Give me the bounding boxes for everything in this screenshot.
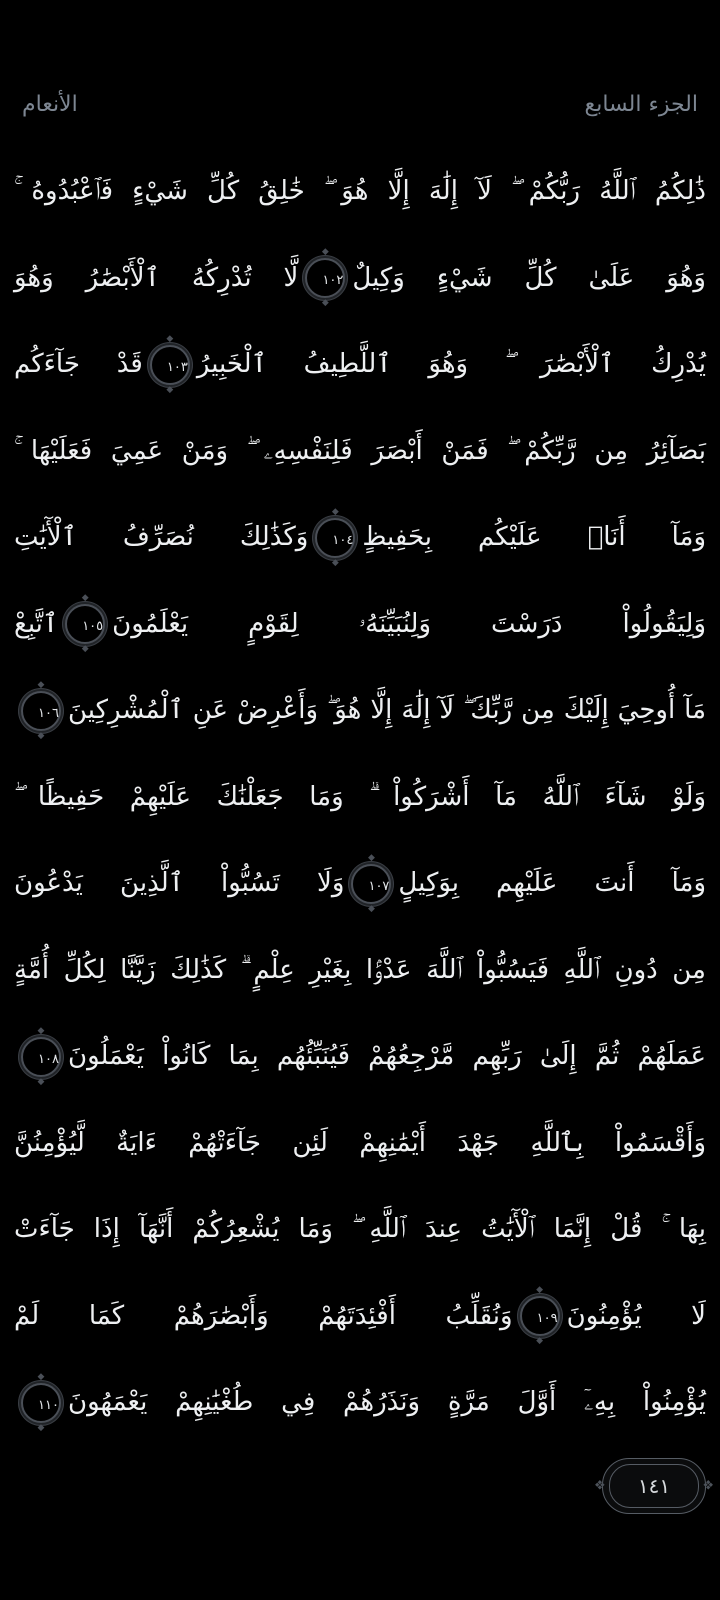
mushaf-page[interactable] — [0, 148, 720, 1446]
mushaf-line — [14, 581, 706, 668]
ayah-end-marker-icon — [315, 518, 355, 558]
ayah-end-marker-icon — [150, 345, 190, 385]
ayah-number: ١٠٤ — [332, 532, 354, 548]
mushaf-line — [14, 1100, 706, 1187]
ayah-number: ١٠٨ — [38, 1051, 59, 1067]
ayah-number: ١٠٣ — [166, 359, 188, 375]
surah-label: الأنعام — [22, 92, 78, 117]
page-number-frame — [609, 1464, 699, 1508]
ayah-number: ١٠٢ — [322, 273, 344, 288]
quran-text-segment: وَلِيَقُولُواْ دَرَسْتَ وَلِنُبَيِّنَهُۥ لِقَوْمٍ يَعْلَمُونَ — [112, 608, 706, 639]
quran-text-segment: مِن دُونِ ٱللَّهِ فَيَسُبُّواْ ٱللَّهَ عَدْوَۢا بِغَيْرِ عِلْمٍ ۗ كَذَٰلِكَ زَيَّنَّا لِكُلِّ أُمَّةٍ — [14, 954, 706, 985]
mushaf-line — [14, 1359, 706, 1446]
mushaf-line — [14, 321, 706, 408]
mushaf-line — [14, 754, 706, 841]
quran-text-segment: يُؤْمِنُواْ بِهِۦٓ أَوَّلَ مَرَّةٍ وَنَذَرُهُمْ فِي طُغْيَٰنِهِمْ يَعْمَهُونَ — [68, 1387, 706, 1417]
quran-text-segment: لَّا تُدْرِكُهُ ٱلْأَبْصَٰرُ وَهُوَ — [14, 262, 299, 293]
juz-label: الجزء السابع — [584, 92, 698, 117]
page-number: ١٤١ — [637, 1474, 671, 1498]
mushaf-line — [14, 494, 706, 581]
quran-text-segment: ٱتَّبِعْ — [14, 608, 59, 639]
mushaf-line — [14, 408, 706, 495]
quran-text-segment: عَمَلَهُمْ ثُمَّ إِلَىٰ رَبِّهِم مَّرْجِعُهُمْ فَيُنَبِّئُهُم بِمَا كَانُواْ يَعْمَلُونَ — [68, 1041, 706, 1071]
ayah-end-marker-icon — [21, 1383, 61, 1423]
page-header — [0, 88, 720, 122]
quran-text-segment: وَمَآ أَنَا۠ عَلَيْكُم بِحَفِيظٍ — [362, 522, 706, 552]
ayah-number: ١٠٧ — [368, 878, 390, 894]
quran-text-segment: وَلَوْ شَآءَ ٱللَّهُ مَآ أَشْرَكُواْ ۗ وَمَا جَعَلْنَٰكَ عَلَيْهِمْ حَفِيظًا ۖ — [14, 781, 706, 812]
page-number-badge — [594, 1458, 714, 1514]
mushaf-line — [14, 840, 706, 927]
mushaf-line — [14, 1273, 706, 1360]
ayah-number: ١١٠ — [38, 1397, 59, 1413]
quran-text-segment: وَكَذَٰلِكَ نُصَرِّفُ ٱلْأٓيَٰتِ — [14, 522, 309, 552]
quran-text-segment: يُدْرِكُ ٱلْأَبْصَٰرَ ۖ وَهُوَ ٱللَّطِيفُ ٱلْخَبِيرُ — [196, 349, 706, 379]
diamond-ornament-icon: ❖ — [594, 1478, 606, 1494]
ayah-end-marker-icon — [65, 604, 105, 644]
quran-text-segment: وَنُقَلِّبُ أَفْئِدَتَهُمْ وَأَبْصَٰرَهُمْ كَمَا لَمْ — [14, 1300, 513, 1331]
quran-text-segment: بَصَآئِرُ مِن رَّبِّكُمْ ۖ فَمَنْ أَبْصَرَ فَلِنَفْسِهِۦ ۖ وَمَنْ عَمِيَ فَعَلَيْهَا ۚ — [14, 435, 706, 466]
quran-text-segment: ذَٰلِكُمُ ٱللَّهُ رَبُّكُمْ ۖ لَآ إِلَٰهَ إِلَّا هُوَ ۖ خَٰلِقُ كُلِّ شَيْءٍ فَٱعْبُدُوهُ ۚ — [14, 176, 706, 206]
mushaf-line — [14, 1186, 706, 1273]
quran-text-segment: قَدْ جَآءَكُم — [14, 349, 143, 379]
ayah-end-marker-icon — [21, 691, 61, 731]
ayah-end-marker-icon — [21, 1037, 61, 1077]
mushaf-line — [14, 1013, 706, 1100]
ayah-number: ١٠٦ — [38, 705, 59, 721]
quran-text-segment: وَهُوَ عَلَىٰ كُلِّ شَيْءٍ وَكِيلٌ — [352, 262, 706, 293]
mushaf-line — [14, 667, 706, 754]
ayah-end-marker-icon — [351, 864, 391, 904]
ayah-end-marker-icon — [305, 258, 345, 298]
ayah-number: ١٠٥ — [82, 619, 104, 634]
mushaf-line — [14, 927, 706, 1014]
quran-text-segment: لَا يُؤْمِنُونَ — [566, 1300, 706, 1331]
quran-text-segment: وَأَقْسَمُواْ بِٱللَّهِ جَهْدَ أَيْمَٰنِهِمْ لَئِن جَآءَتْهُمْ ءَايَةٌ لَّيُؤْمِنُنَّ — [14, 1127, 706, 1158]
quran-text-segment: مَآ أُوحِيَ إِلَيْكَ مِن رَّبِّكَ ۖ لَآ إِلَٰهَ إِلَّا هُوَ ۖ وَأَعْرِضْ عَنِ ٱلْمُشْرِكِينَ — [68, 695, 706, 725]
page-footer — [594, 1458, 714, 1514]
mushaf-line — [14, 235, 706, 322]
diamond-ornament-icon: ❖ — [702, 1478, 714, 1494]
ayah-number: ١٠٩ — [536, 1311, 558, 1326]
quran-text-segment: وَمَآ أَنتَ عَلَيْهِم بِوَكِيلٍ — [398, 868, 706, 898]
ayah-end-marker-icon — [520, 1296, 560, 1336]
mushaf-line — [14, 148, 706, 235]
quran-text-segment: بِهَا ۚ قُلْ إِنَّمَا ٱلْأٓيَٰتُ عِندَ ٱللَّهِ ۖ وَمَا يُشْعِرُكُمْ أَنَّهَآ إِذَا جَآءَتْ — [14, 1214, 706, 1244]
quran-text-segment: وَلَا تَسُبُّواْ ٱلَّذِينَ يَدْعُونَ — [14, 868, 345, 898]
